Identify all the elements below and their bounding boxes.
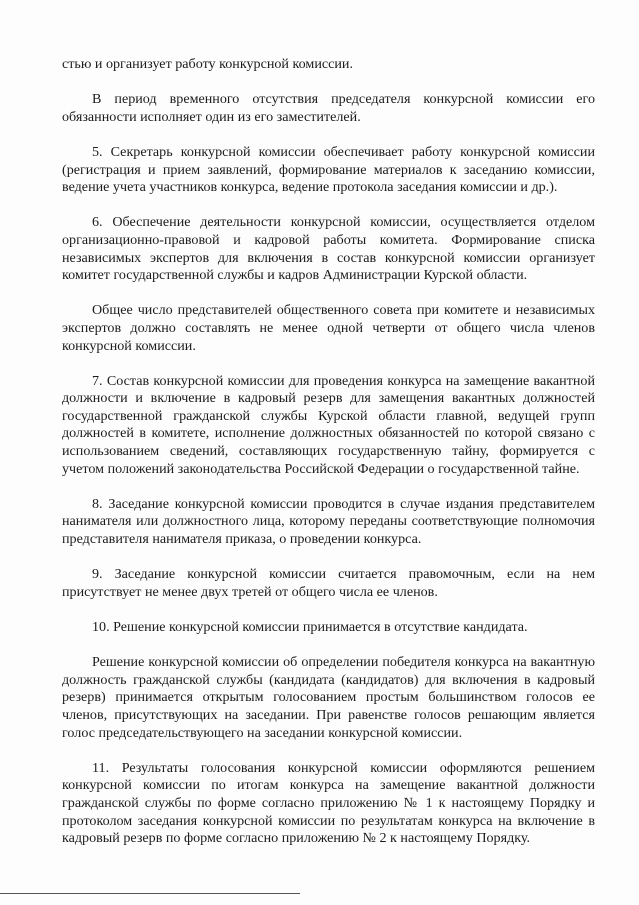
paragraph-item-7: 7. Состав конкурсной комиссии для проведения конкурса на замещение вакантной должности и включение в кадровый резерв для замещения вакантных должностей государственной гражданской службы Курской области главной, ведущей групп должностей в комитете, исполнение должностных обязанностей по которой связано с использованием сведений, составляющих государственную тайну, формируется с учетом положений законодательства Российской Федерации о государственной тайне. [62,372,595,477]
paragraph-item-10: 10. Решение конкурсной комиссии принимается в отсутствие кандидата. [92,619,528,635]
paragraph-item-6: 6. Обеспечение деятельности конкурсной комиссии, осуществляется отделом организационно-правовой и кадровой работы комитета. Формирование списка независимых экспертов для включения в состав конкурсной комиссии организует комитет государственной службы и кадров Администрации Курской области. [62,214,595,284]
paragraph-continuation: стью и организует работу конкурсной комиссии. [62,56,353,72]
paragraph-item-9: 9. Заседание конкурсной комиссии считается правомочным, если на нем присутствует не менее двух третей от общего числа ее членов. [62,566,595,600]
paragraph-decision-voting: Решение конкурсной комиссии об определении победителя конкурса на вакантную должность гражданской службы (кандидата (кандидатов) для включения в кадровый резерв) принимается открытым голосованием простым большинством голосов ее членов, присутствующих на заседании. При равенстве голосов решающим является голос председательствующего на заседании конкурсной комиссии. [62,654,595,741]
paragraph-item-11: 11. Результаты голосования конкурсной комиссии оформляются решением конкурсной комиссии по итогам конкурса на замещение вакантной должности гражданской службы по форме согласно приложению № 1 к настоящему Порядку и протоколом заседания конкурсной комиссии по результатам конкурса на включение в кадровый резерв по форме согласно приложению № 2 к настоящему Порядку. [62,759,595,847]
paragraph-item-8: 8. Заседание конкурсной комиссии проводится в случае издания представителем нанимателя или должностного лица, которому переданы соответствующие полномочия представителя нанимателя приказа, о проведении конкурса. [62,495,595,548]
document-body [62,56,595,865]
bottom-rule [0,893,300,894]
paragraph-chairman-absence: В период временного отсутствия председателя конкурсной комиссии его обязанности исполняет один из его заместителей. [62,91,595,125]
paragraph-item-5: 5. Секретарь конкурсной комиссии обеспечивает работу конкурсной комиссии (регистрация и прием заявлений, формирование материалов к заседанию комиссии, ведение учета участников конкурса, ведение протокола заседания комиссии и др.). [62,143,595,196]
paragraph-representatives-share: Общее число представителей общественного совета при комитете и независимых экспертов должно составлять не менее одной четверти от общего числа членов конкурсной комиссии. [62,302,595,354]
